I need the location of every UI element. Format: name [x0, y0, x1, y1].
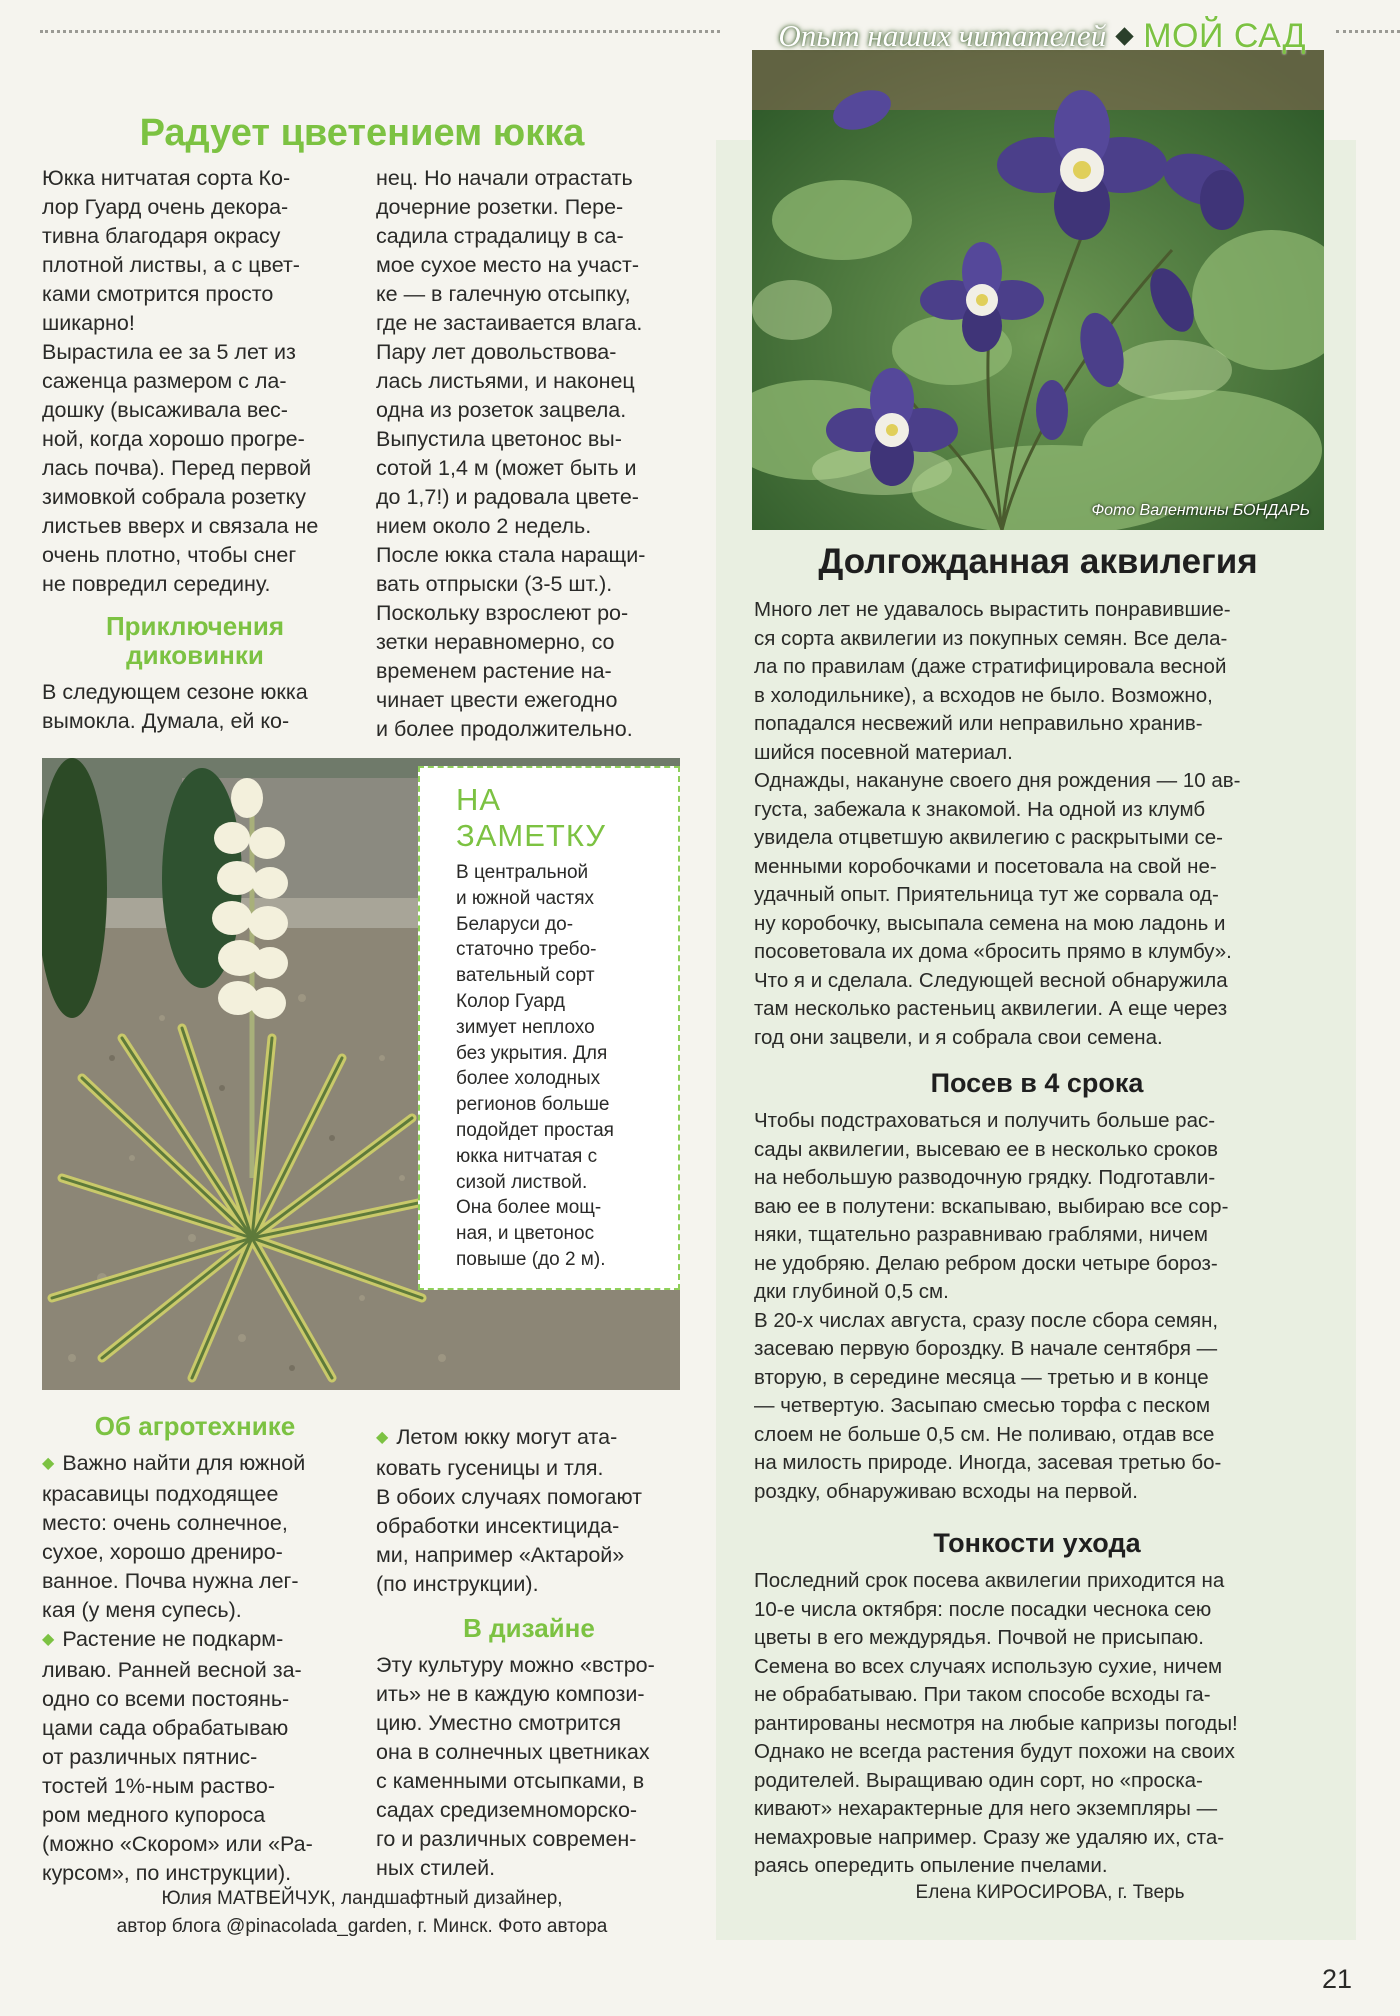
bullet-text: тостей 1%-ным раство- [42, 1774, 275, 1798]
bullet-text: ливаю. Ранней весной за- [42, 1658, 302, 1682]
text-line: После юкка стала наращи- [376, 543, 646, 567]
text-line: вательный сорт [456, 965, 595, 987]
text-line: в холодильнике), а всходов не было. Возможно, [754, 683, 1213, 707]
text-line: ся сорта аквилегии из покупных семян. Все дела- [754, 626, 1228, 650]
text-line: удачный опыт. Приятельница тут же сорвала од- [754, 883, 1219, 906]
agro-col2-text [376, 1423, 682, 1599]
text-line: на небольшую разводочную грядку. Подготавли- [754, 1166, 1216, 1189]
bullet-line [42, 1449, 348, 1480]
yucca-signature-line2: автор блога @pinacolada_garden, г. Минск. Фото автора [116, 1916, 608, 1937]
text-line: мое сухое место на участ- [376, 253, 640, 277]
text-line: попадался несвежий или неправильно хранив- [754, 712, 1203, 735]
text-line: В следующем сезоне юкка [42, 680, 308, 704]
text-line: ная, и цветонос [456, 1223, 595, 1245]
text-line: не обрабатываю. При таком способе всходы га- [754, 1683, 1211, 1706]
text-line: тивна благодаря окрасу [42, 224, 281, 248]
text-line: Она более мощ- [456, 1197, 602, 1219]
text-line [376, 1541, 682, 1570]
text-line [42, 1859, 348, 1888]
text-line: цию. Уместно смотрится [376, 1711, 622, 1735]
bullet-text: Растение не подкарм- [62, 1627, 284, 1651]
bullet-text: обработки инсектицида- [376, 1514, 620, 1538]
text-line: ла по правилам (даже стратифицировала весной [754, 655, 1227, 678]
subhead-adventures-line2: диковинки [126, 640, 264, 670]
text-line: Пару лет довольствова- [376, 340, 617, 364]
text-line: сады аквилегии, высеваю ее в несколько сроков [754, 1137, 1218, 1161]
text-line [376, 1512, 682, 1541]
text-line [42, 1567, 348, 1596]
text-line: лась листьями, и наконец [376, 369, 635, 393]
text-line: статочно требо- [456, 939, 597, 961]
bullet-text: (можно «Скором» или «Ра- [42, 1832, 313, 1856]
text-line: Беларуси до- [456, 913, 574, 935]
text-line: там несколько растеньиц аквилегии. А еще через [754, 997, 1228, 1020]
text-line: го и различных современ- [376, 1827, 637, 1851]
text-line: дки глубиной 0,5 см. [754, 1280, 949, 1303]
bullet-text: ми, например «Актарой» [376, 1543, 625, 1567]
subhead-sowing: Посев в 4 срока [930, 1068, 1144, 1098]
bullet-line [376, 1423, 682, 1454]
bullet-diamond-icon: ◆ [42, 1455, 55, 1472]
yucca-intro [42, 164, 348, 599]
text-line: более холодных [456, 1068, 601, 1090]
text-line: зимует неплохо [456, 1016, 595, 1038]
bullet-text: В обоих случаях помогают [376, 1485, 643, 1509]
bullet-text: сухое, хорошо дрениро- [42, 1540, 283, 1564]
text-line: Эту культуру можно «встро- [376, 1653, 655, 1677]
text-line: не повредил середину. [42, 572, 271, 596]
aquilegia-intro [754, 596, 1320, 1052]
text-line: ну коробочку, высыпала семена на мою ладонь и [754, 911, 1226, 935]
yucca-signature [42, 1885, 682, 1941]
text-line: вторую, в середине месяца — третью и в конце [754, 1365, 1209, 1389]
text-line: и южной частях [456, 887, 595, 909]
bullet-diamond-icon: ◆ [376, 1429, 389, 1446]
text-line: одна из розеток зацвела. [376, 398, 627, 422]
text-line: лор Гуард очень декора- [42, 195, 289, 219]
text-line: чинает цвести ежегодно [376, 688, 618, 712]
bullet-text: место: очень солнечное, [42, 1511, 288, 1535]
text-line: на милость природе. Иногда, засевая третью бо- [754, 1451, 1222, 1474]
text-line: шийся посевной материал. [754, 740, 1013, 764]
text-line: очень плотно, чтобы снег [42, 543, 297, 567]
text-line: саженца размером с ла- [42, 369, 287, 393]
bullet-text: одно со всеми постоянь- [42, 1687, 290, 1711]
subhead-care: Тонкости ухода [933, 1528, 1141, 1558]
text-line [376, 1454, 682, 1483]
text-line: ить» не в каждую компози- [376, 1682, 645, 1706]
text-line: Колор Гуард [456, 990, 566, 1012]
text-line: роздку, обнаруживаю всходы на первой. [754, 1479, 1138, 1503]
header-dotted-line-right [1336, 30, 1400, 33]
text-line [376, 1483, 682, 1512]
text-line [42, 1830, 348, 1859]
bullet-text: ванное. Почва нужна лег- [42, 1569, 299, 1593]
bullet-text: от различных пятнис- [42, 1745, 258, 1769]
text-line: зетки неравномерно, со [376, 630, 615, 654]
subhead-adventures-line1: Приключения [105, 611, 285, 641]
text-line: засеваю первую бороздку. В начале сентября — [754, 1337, 1218, 1360]
text-line: вать отпрыски (3-5 шт.). [376, 572, 613, 596]
text-line: В 20-х числах августа, сразу после сбора семян, [754, 1308, 1219, 1332]
text-line: Вырастила ее за 5 лет из [42, 340, 296, 364]
text-line [42, 1596, 348, 1625]
text-line: ных стилей. [376, 1856, 496, 1880]
note-title [456, 782, 664, 854]
bullet-text: красавицы подходящее [42, 1482, 279, 1506]
aquilegia-care [754, 1567, 1320, 1881]
subhead-adventures [42, 612, 348, 670]
text-line: Выпустила цветонос вы- [376, 427, 622, 451]
text-line: листьев вверх и связала не [42, 514, 319, 538]
text-line: рантированы несмотря на любые капризы погоды! [754, 1711, 1238, 1735]
text-line: дошку (высаживала вес- [42, 398, 288, 422]
text-line: зимовкой собрала розетку [42, 485, 307, 509]
aquilegia-sowing [754, 1107, 1320, 1506]
text-line: Семена во всех случаях использую сухие, ничем [754, 1654, 1223, 1678]
text-line [42, 1656, 348, 1685]
text-line: ваю ее в полутени: вскапываю, выбираю все сор- [754, 1194, 1229, 1218]
yucca-signature-line1: Юлия МАТВЕЙЧУК, ландшафтный дизайнер, [161, 1888, 563, 1909]
text-line: нием около 2 недель. [376, 514, 592, 538]
text-line: увидела отцветшую аквилегию с раскрытыми се- [754, 826, 1223, 849]
text-line: Что я и сделала. Следующей весной обнаружила [754, 968, 1228, 992]
yucca-col2-text [376, 164, 682, 744]
diamond-icon [1116, 27, 1134, 45]
text-line: ками смотрится просто [42, 282, 274, 306]
text-line: ной, когда хорошо прогре- [42, 427, 305, 451]
text-line: ке — в галечную отсыпку, [376, 282, 631, 306]
text-line: кивают» нехарактерные для него экземпляры — [754, 1797, 1218, 1820]
bullet-text: ковать гусеницы и тля. [376, 1456, 604, 1480]
text-line: где не застаивается влага. [376, 311, 643, 335]
text-line: садила страдалицу в са- [376, 224, 624, 248]
text-line [42, 1772, 348, 1801]
photo-credit: Фото Валентины БОНДАРЬ [1091, 502, 1310, 519]
text-line: год они зацвели, и я собрала свои семена. [754, 1025, 1163, 1049]
text-line: Чтобы подстраховаться и получить больше рас- [754, 1109, 1216, 1132]
text-line [42, 1685, 348, 1714]
text-line: раясь опередить опыление пчелами. [754, 1854, 1108, 1877]
bullet-line [42, 1625, 348, 1656]
subhead-agro: Об агротехнике [94, 1411, 296, 1441]
section-label: МОЙ САД [1143, 16, 1306, 55]
text-line: до 1,7!) и радовала цвете- [376, 485, 639, 509]
text-line: Последний срок посева аквилегии приходится на [754, 1569, 1225, 1592]
text-line [42, 1509, 348, 1538]
text-line: и более продолжительно. [376, 717, 633, 741]
text-line [42, 1538, 348, 1567]
note-title-line1: НА [456, 782, 502, 817]
text-line: садах средиземноморско- [376, 1798, 638, 1822]
text-line [42, 1714, 348, 1743]
text-line: посоветовала их дома «бросить прямо в клумбу». [754, 940, 1232, 963]
design-text [376, 1651, 682, 1883]
text-line: лась почва). Перед первой [42, 456, 312, 480]
text-line: Поскольку взрослеют ро- [376, 601, 629, 625]
text-line: с каменными отсыпками, в [376, 1769, 645, 1793]
text-line: вымокла. Думала, ей ко- [42, 709, 290, 733]
bullet-text: цами сада обрабатываю [42, 1716, 289, 1740]
note-text [456, 860, 664, 1273]
text-line: временем растение на- [376, 659, 612, 683]
section-header [752, 14, 1332, 58]
text-line: дочерние розетки. Пере- [376, 195, 624, 219]
text-line: цветы в его междурядья. Почвой не присыпаю. [754, 1626, 1204, 1649]
agro-col1-text [42, 1449, 348, 1888]
text-line: 10-е числа октября: после посадки чеснока сею [754, 1597, 1212, 1621]
bullet-text: (по инструкции). [376, 1572, 539, 1596]
text-line [42, 1743, 348, 1772]
header-dotted-line-left [40, 30, 720, 33]
aquilegia-photo [752, 50, 1324, 530]
text-line: — четвертую. Засыпаю смесью торфа с песком [754, 1394, 1211, 1417]
text-line: сотой 1,4 м (может быть и [376, 456, 637, 480]
text-line: Однако не всегда растения будут похожи на своих [754, 1740, 1235, 1763]
bullet-text: ром медного купороса [42, 1803, 266, 1827]
bullet-text: курсом», по инструкции). [42, 1861, 292, 1885]
bullet-text: кая (у меня супесь). [42, 1598, 242, 1622]
bullet-text: Летом юкку могут ата- [396, 1425, 618, 1449]
note-title-line2: ЗАМЕТКУ [456, 818, 606, 853]
text-line: не удобряю. Делаю ребром доски четыре бороз- [754, 1251, 1218, 1275]
text-line: Однажды, накануне своего дня рождения — 10 ав- [754, 769, 1241, 792]
text-line: Много лет не удавалось вырастить понравившие- [754, 598, 1231, 621]
article-title-aquilegia: Долгожданная аквилегия [818, 542, 1258, 581]
text-line [376, 1570, 682, 1599]
text-line: няки, тщательно разравниваю граблями, ничем [754, 1223, 1208, 1246]
text-line: без укрытия. Для [456, 1042, 608, 1064]
text-line: нец. Но начали отрастать [376, 166, 633, 190]
text-line: повыше (до 2 м). [456, 1248, 606, 1270]
text-line: сизой листвой. [456, 1171, 588, 1193]
text-line [42, 1480, 348, 1509]
yucca-adventures-text [42, 678, 348, 736]
bullet-text: Важно найти для южной [62, 1451, 306, 1475]
rubric-label: Опыт наших читателей [778, 18, 1107, 53]
text-line: плотной листвы, а с цвет- [42, 253, 300, 277]
text-line: юкка нитчатая с [456, 1145, 598, 1167]
text-line [42, 1801, 348, 1830]
text-line: густа, забежала к знакомой. На одной из клумб [754, 797, 1206, 821]
text-line: шикарно! [42, 311, 135, 335]
text-line: В центральной [456, 862, 589, 883]
text-line: менными коробочками и посетовала на свой не- [754, 854, 1217, 878]
page-number: 21 [1321, 1964, 1352, 1994]
note-box [418, 766, 680, 1290]
text-line: она в солнечных цветниках [376, 1740, 650, 1764]
aquilegia-signature: Елена КИРОСИРОВА, г. Тверь [915, 1882, 1185, 1903]
aquilegia-illustration [752, 50, 1324, 530]
text-line: родителей. Выращиваю один сорт, но «проска- [754, 1768, 1203, 1792]
article-title-yucca: Радует цветением юкка [139, 112, 585, 154]
text-line: немахровые например. Сразу же удаляю их, ста- [754, 1825, 1225, 1849]
text-line: подойдет простая [456, 1119, 614, 1141]
text-line: слоем не больше 0,5 см. Не поливаю, отдав все [754, 1422, 1215, 1446]
text-line: Юкка нитчатая сорта Ко- [42, 166, 291, 190]
text-line: регионов больше [456, 1094, 610, 1116]
bullet-diamond-icon: ◆ [42, 1631, 55, 1648]
subhead-design: В дизайне [463, 1613, 595, 1643]
